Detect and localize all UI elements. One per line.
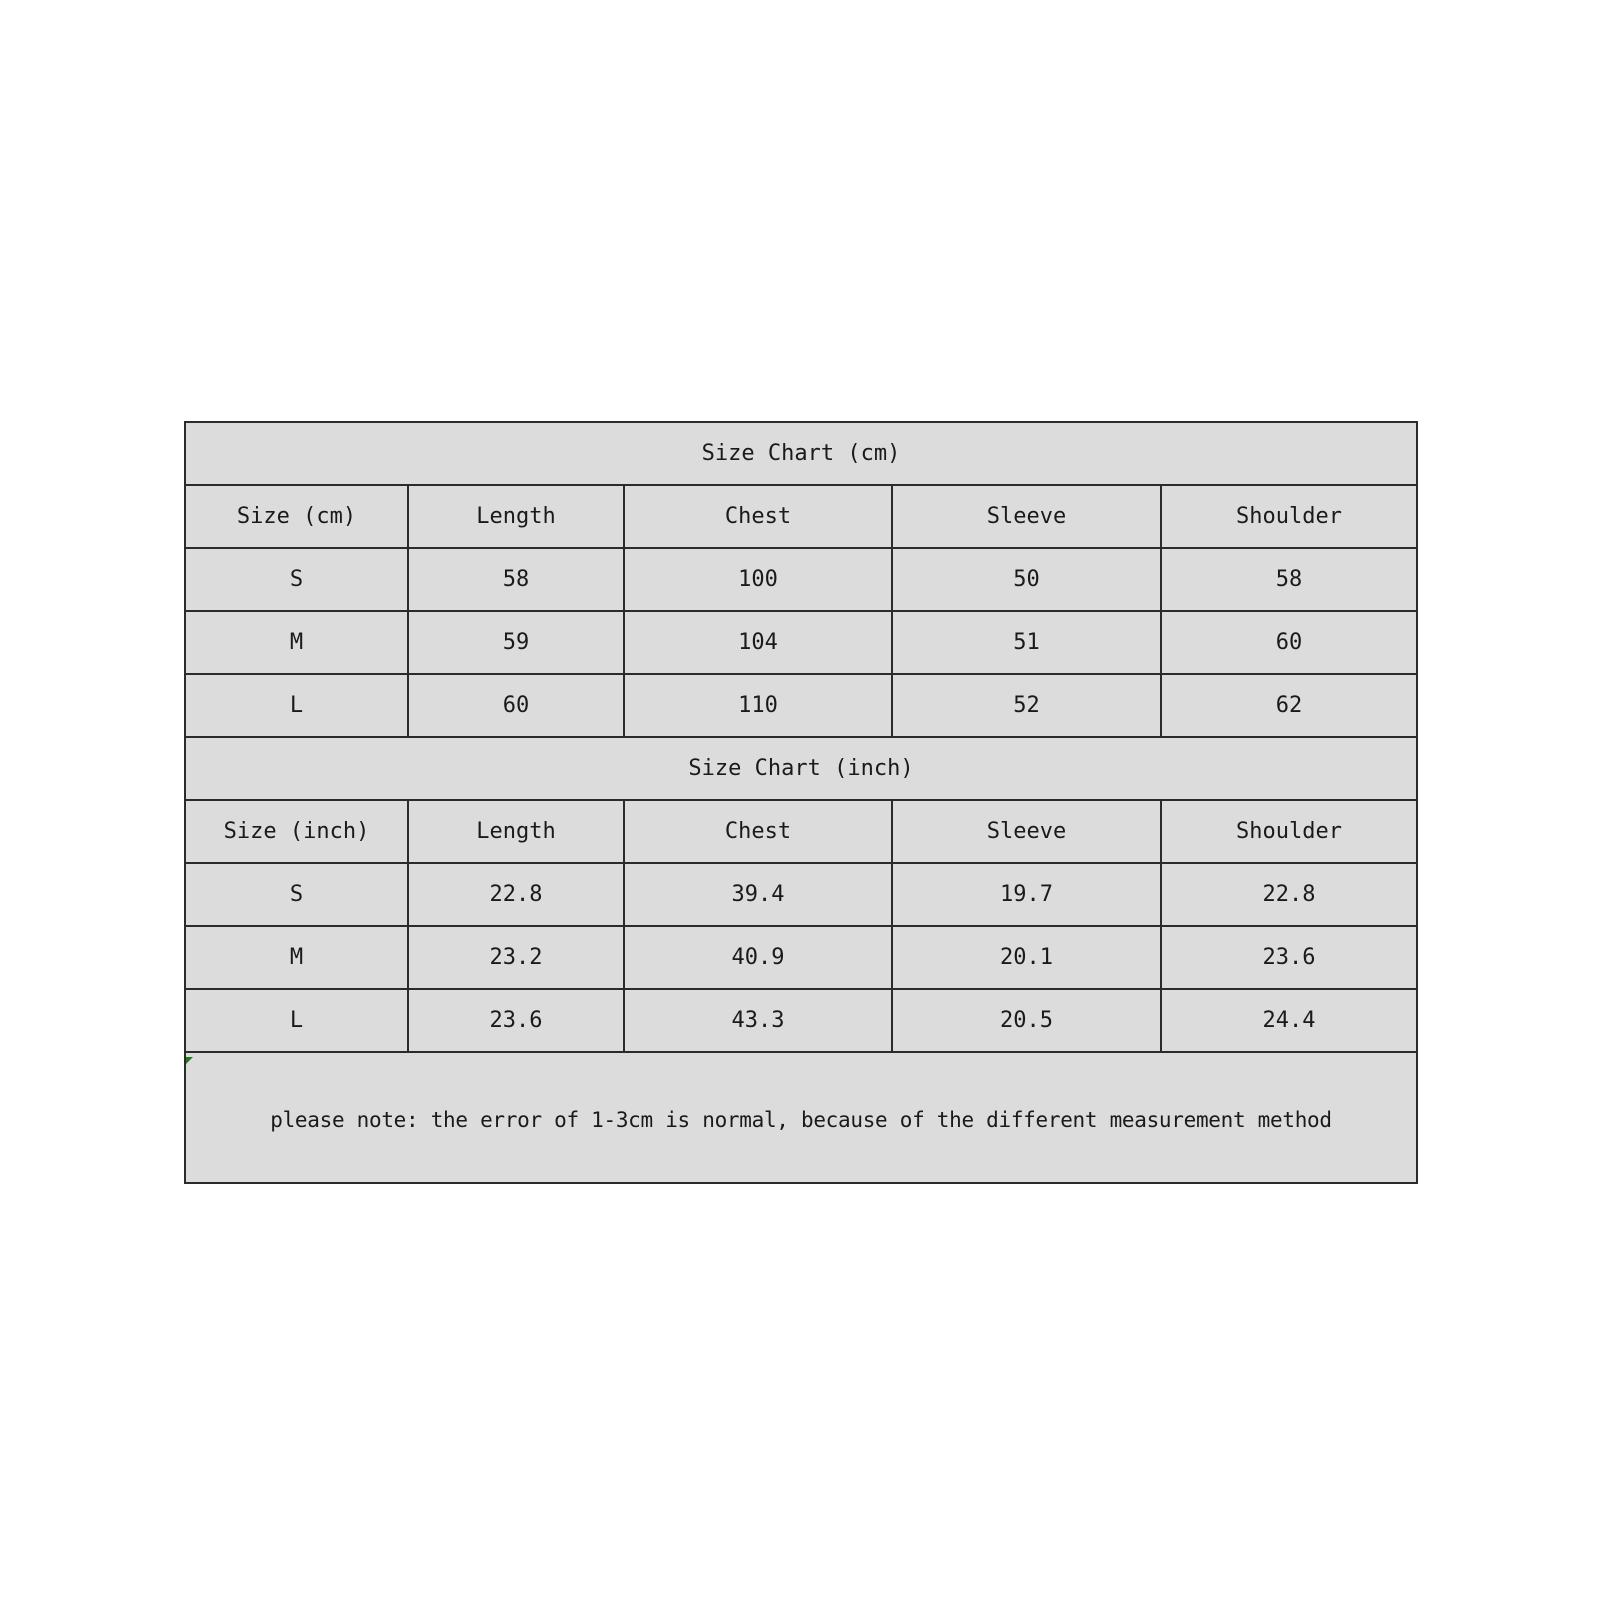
header-cell: Shoulder	[1161, 485, 1416, 548]
header-cell: Chest	[624, 485, 892, 548]
header-cell: Chest	[624, 800, 892, 863]
table-row	[186, 863, 1416, 926]
measurement-note: please note: the error of 1-3cm is normal, because of the different measurement method	[270, 1107, 1332, 1132]
table-cell: 62	[1161, 674, 1416, 737]
table-cell: 23.6	[1161, 926, 1416, 989]
table-row	[186, 674, 1416, 737]
header-cell: Sleeve	[892, 800, 1161, 863]
cm-table-title: Size Chart (cm)	[186, 423, 1416, 485]
size-cell: S	[186, 863, 408, 926]
table-cell: 110	[624, 674, 892, 737]
table-row	[186, 926, 1416, 989]
size-cell: L	[186, 674, 408, 737]
table-cell: 104	[624, 611, 892, 674]
table-cell: 59	[408, 611, 624, 674]
table-cell: 60	[408, 674, 624, 737]
size-cell: S	[186, 548, 408, 611]
table-cell: 100	[624, 548, 892, 611]
table-cell: 58	[408, 548, 624, 611]
inch-title-row	[186, 737, 1416, 800]
cm-title-row	[186, 423, 1416, 485]
size-cell: M	[186, 611, 408, 674]
inch-header-row	[186, 800, 1416, 863]
header-cell: Shoulder	[1161, 800, 1416, 863]
size-chart-sheet	[184, 421, 1418, 1184]
table-cell: 23.2	[408, 926, 624, 989]
table-cell: 60	[1161, 611, 1416, 674]
table-cell: 19.7	[892, 863, 1161, 926]
header-cell: Size (inch)	[186, 800, 408, 863]
inch-table-title: Size Chart (inch)	[186, 737, 1416, 800]
table-cell: 20.5	[892, 989, 1161, 1052]
size-chart-table	[186, 423, 1416, 1053]
header-cell: Sleeve	[892, 485, 1161, 548]
table-cell: 20.1	[892, 926, 1161, 989]
table-cell: 24.4	[1161, 989, 1416, 1052]
table-cell: 50	[892, 548, 1161, 611]
table-cell: 39.4	[624, 863, 892, 926]
table-cell: 43.3	[624, 989, 892, 1052]
header-cell: Size (cm)	[186, 485, 408, 548]
cm-header-row	[186, 485, 1416, 548]
table-row	[186, 611, 1416, 674]
table-cell: 23.6	[408, 989, 624, 1052]
size-cell: M	[186, 926, 408, 989]
size-cell: L	[186, 989, 408, 1052]
table-cell: 51	[892, 611, 1161, 674]
table-cell: 58	[1161, 548, 1416, 611]
table-cell: 40.9	[624, 926, 892, 989]
table-cell: 22.8	[408, 863, 624, 926]
table-cell: 52	[892, 674, 1161, 737]
table-row	[186, 989, 1416, 1052]
header-cell: Length	[408, 800, 624, 863]
table-cell: 22.8	[1161, 863, 1416, 926]
table-row	[186, 548, 1416, 611]
header-cell: Length	[408, 485, 624, 548]
